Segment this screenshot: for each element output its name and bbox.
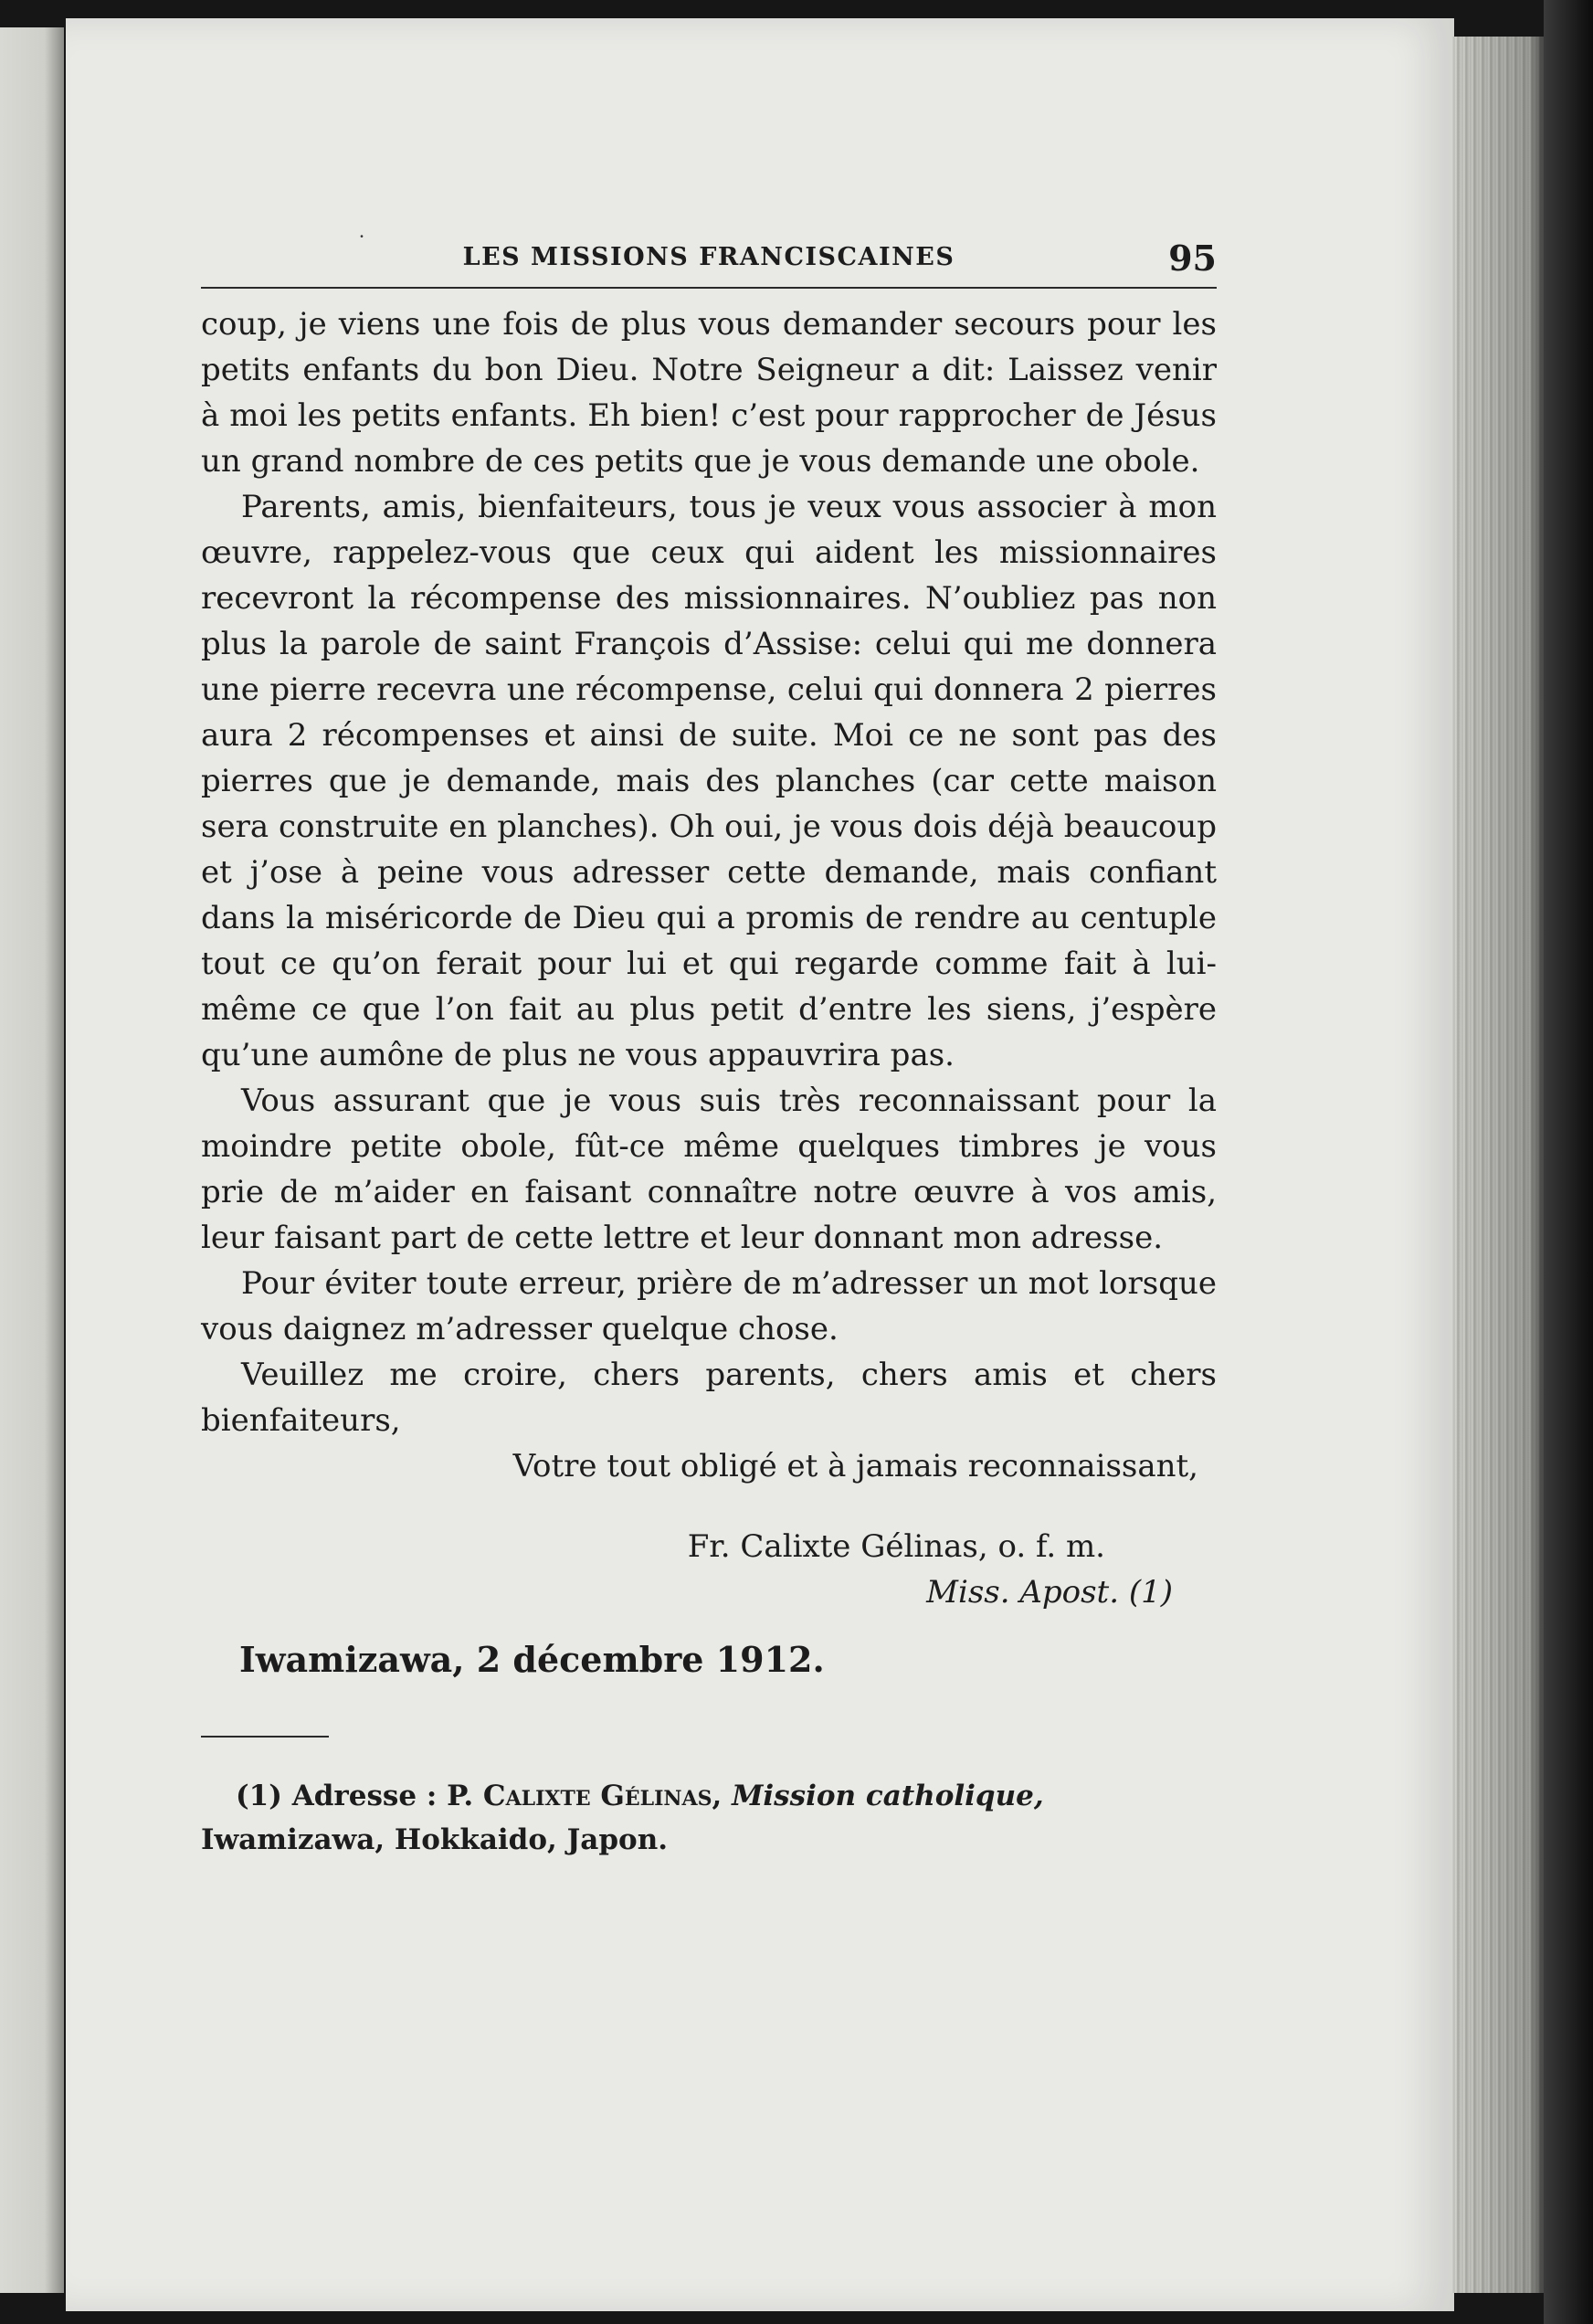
paragraph: Parents, amis, bienfaiteurs, tous je veux vous associer à mon œuvre, rappelez-vous que ceux qui aident les missionnaires recevront la récompense des missionnaires. N’oubliez pas non plus la parole de saint François d’Assise: celui qui me donnera une pierre recevra une récompense, celui qui donnera 2 pierres aura 2 récompenses et ainsi de suite. Moi ce ne sont pas des pierres que je demande, mais des planches (car cette maison sera construite en planches). Oh oui, je vous dois déjà beaucoup et j’ose à peine vous adresser cette demande, mais confiant dans la miséricorde de Dieu qui a promis de rendre au centuple tout ce qu’on ferait pour lui et qui regarde comme fait à lui-même ce que l’on fait au plus petit d’entre les siens, j’espère qu’une aumône de plus ne vous appauvrira pas. bbox=[201, 489, 1217, 1073]
dateline: Iwamizawa, 2 décembre 1912. bbox=[239, 1639, 825, 1680]
footnote-name: P. Calixte Gélinas, bbox=[447, 1780, 723, 1812]
footnote bbox=[201, 1774, 1217, 1862]
page-content bbox=[201, 232, 1217, 1862]
print-mark: ˙ bbox=[356, 232, 367, 258]
paragraph: Veuillez me croire, chers parents, chers amis et chers bienfaiteurs, bbox=[201, 1357, 1217, 1439]
signature: Fr. Calixte Gélinas, o. f. m. bbox=[687, 1528, 1105, 1565]
paragraph: coup, je viens une fois de plus vous demander secours pour les petits enfants du bon Dieu. Notre Seigneur a dit: Laissez venir à moi les petits enfants. Eh bien! c’est pour rapprocher de Jésus un grand nombre de ces petits que je vous demande une obole. bbox=[201, 306, 1217, 480]
previous-page-edge bbox=[0, 27, 64, 2293]
footnote-marker: (1) Adresse : bbox=[236, 1780, 438, 1812]
running-title: LES MISSIONS FRANCISCAINES bbox=[462, 243, 955, 271]
footnote-rule bbox=[201, 1736, 329, 1738]
footnote-mission: Mission catholique, bbox=[732, 1780, 1044, 1812]
paragraph: Vous assurant que je vous suis très reconnaissant pour la moindre petite obole, fût-ce même quelques timbres je vous prie de m’aider en faisant connaître notre œuvre à vos amis, leur faisant part de cette lettre et leur donnant mon adresse. bbox=[201, 1083, 1217, 1256]
paragraph: Pour éviter toute erreur, prière de m’adresser un mot lorsque vous daignez m’adresser quelque chose. bbox=[201, 1265, 1217, 1347]
footnote-location: Iwamizawa, Hokkaido, Japon. bbox=[201, 1823, 669, 1856]
book-binding bbox=[1544, 0, 1593, 2324]
page-number: 95 bbox=[1168, 238, 1217, 279]
signature-title: Miss. Apost. (1) bbox=[926, 1574, 1173, 1611]
page-block-edges bbox=[1452, 37, 1544, 2293]
letter-body bbox=[201, 301, 1217, 1443]
running-header bbox=[201, 232, 1217, 289]
closing-line: Votre tout obligé et à jamais reconnaissant, bbox=[512, 1448, 1198, 1484]
